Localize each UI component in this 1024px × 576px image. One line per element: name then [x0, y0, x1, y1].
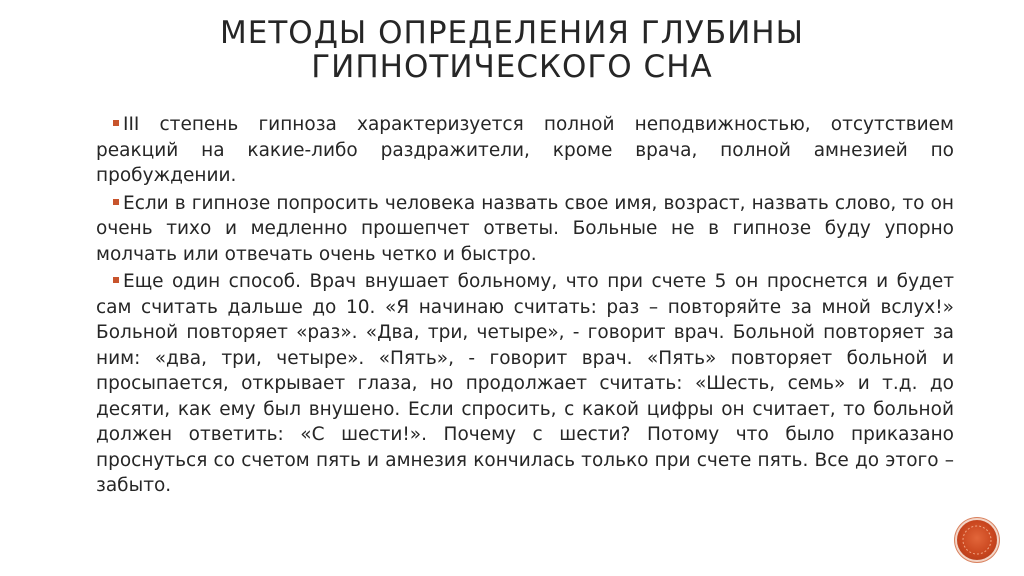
bullet-text: Если в гипнозе попросить человека назвать свое имя, возраст, назвать слово, то он очень тихо и медленно прошепчет ответы. Больные не в гипнозе буду упорно молчать или отвечать очень четко и быстро. — [96, 192, 954, 265]
circle-nav-button-icon[interactable] — [957, 520, 997, 560]
bullet-item — [96, 112, 954, 189]
square-bullet-icon — [113, 199, 119, 205]
slide-title-line-2: ГИПНОТИЧЕСКОГО СНА — [311, 49, 713, 85]
slide-title — [120, 16, 904, 84]
bullet-list — [96, 112, 954, 501]
nav-button-ring-icon — [957, 520, 997, 560]
bullet-item — [96, 191, 954, 268]
bullet-text: III степень гипноза характеризуется полной неподвижностью, отсутствием реакций на какие-либо раздражители, кроме врача, полной амнезией по пробуждении. — [96, 114, 954, 186]
bullet-item — [96, 269, 954, 499]
bullet-text: Еще один способ. Врач внушает больному, что при счете 5 он проснется и будет сам считать дальше до 10. «Я начинаю считать: раз – повторяйте за мной вслух!» Больной повторяет «раз». «Два, три, четыре», - говорит врач. Больной повторяет за ним: «два, три, четыре». «Пять», - говорит врач. «Пять» повторяет больной и просыпается, открывает глаза, но продолжает считать: «Шесть, семь» и т.д. до десяти, как ему был внушено. Если спросить, с какой цифры он считает, то больной должен ответить: «С шести!». Почему с шести? Потому что было приказано проснуться со счетом пять и амнезия кончилась только при счете пять. Все до этого – забыто. — [96, 271, 954, 496]
slide-title-line-1: МЕТОДЫ ОПРЕДЕЛЕНИЯ ГЛУБИНЫ — [220, 15, 804, 51]
square-bullet-icon — [113, 120, 119, 126]
square-bullet-icon — [113, 277, 119, 283]
